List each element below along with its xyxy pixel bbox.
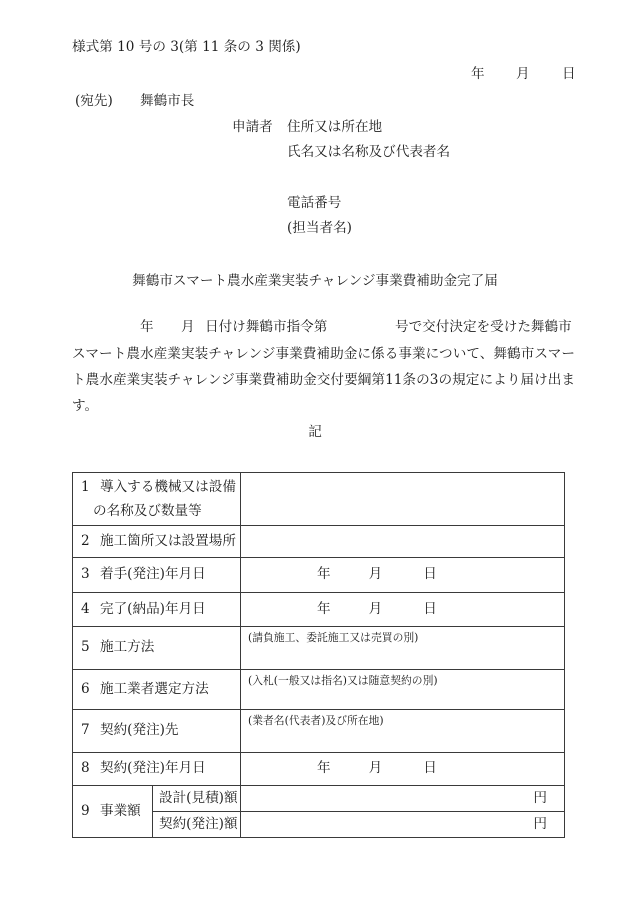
body-line-4: す。 (72, 398, 99, 414)
row-value-cell (241, 526, 565, 558)
table-row (73, 526, 565, 558)
row-number: 6 (81, 680, 90, 697)
row-number: 1 (81, 479, 90, 495)
row-label-cell (73, 526, 241, 558)
addressee-name: 舞鶴市長 (140, 93, 195, 109)
row-number: 5 (81, 639, 90, 656)
row-label: 導入する機械又は設備 (100, 479, 236, 495)
table-row (73, 753, 565, 786)
amount-design-estimate: 円 (241, 786, 565, 812)
submission-date-day: 日 (562, 66, 576, 82)
document-title: 舞鶴市スマート農水産業実装チャレンジ事業費補助金完了届 (132, 273, 498, 289)
body-month: 月 (181, 319, 195, 335)
row-value-cell (241, 670, 565, 710)
date-units (241, 762, 564, 776)
date-day: 日 (423, 566, 437, 583)
date-month: 月 (368, 760, 383, 777)
date-year: 年 (317, 566, 331, 583)
row-label: 施工方法 (100, 639, 155, 656)
row-number: 7 (81, 722, 90, 739)
row-label-cell (73, 710, 241, 753)
applicant-address: 住所又は所在地 (287, 119, 383, 135)
row-value-cell (241, 558, 565, 593)
body-line-2: スマート農水産業実装チャレンジ事業費補助金に係る事業について、舞鶴市スマー (72, 346, 575, 362)
body-date-phrase: 日付け舞鶴市指令第 (205, 319, 328, 335)
ki-heading: 記 (308, 424, 322, 440)
row-number: 8 (81, 760, 90, 777)
sub-label-design-estimate: 設計(見積)額 (153, 786, 241, 812)
row-label: 事業額 (100, 802, 141, 819)
row-label: 契約(発注)年月日 (100, 760, 206, 777)
table-row (73, 473, 565, 526)
date-year: 年 (317, 760, 331, 777)
amount-contract: 円 (241, 812, 565, 838)
body-decision-phrase: 号で交付決定を受けた舞鶴市 (395, 319, 572, 335)
applicant-phone: 電話番号 (287, 195, 342, 211)
body-year: 年 (140, 319, 154, 335)
date-month: 月 (368, 600, 383, 617)
row-label: 契約(発注)先 (100, 722, 179, 739)
date-month: 月 (368, 566, 383, 583)
row-label-cell (73, 670, 241, 710)
addressee-label: (宛先) (75, 93, 113, 109)
date-year: 年 (317, 600, 331, 617)
row-label: 施工業者選定方法 (100, 680, 209, 697)
row-value-cell (241, 710, 565, 753)
row-label-cell (73, 473, 241, 526)
date-day: 日 (423, 760, 437, 777)
applicant-label: 申請者 (232, 119, 273, 135)
form-number: 様式第 10 号の 3(第 11 条の 3 関係) (72, 39, 301, 55)
row-label-cell (73, 786, 153, 838)
row-note: (入札(一般又は指名)又は随意契約の別) (248, 674, 438, 687)
row-label-cell (73, 593, 241, 627)
sub-label-contract: 契約(発注)額 (153, 812, 241, 838)
row-label-cell (73, 627, 241, 670)
table-row (73, 786, 565, 812)
submission-date-year: 年 (471, 66, 485, 82)
table-row (73, 627, 565, 670)
row-value-cell (241, 753, 565, 786)
row-number: 9 (81, 802, 90, 819)
applicant-contact: (担当者名) (287, 220, 352, 236)
table-row (73, 593, 565, 627)
body-line-3: ト農水産業実装チャレンジ事業費補助金交付要綱第11条の3の規定により届け出ま (72, 372, 575, 388)
row-label: 施工箇所又は設置場所 (100, 532, 236, 549)
row-number: 4 (81, 600, 90, 617)
table-row (73, 670, 565, 710)
row-value-cell (241, 593, 565, 627)
date-day: 日 (423, 600, 437, 617)
date-units (241, 600, 564, 617)
row-label-cell (73, 753, 241, 786)
table-row (73, 710, 565, 753)
row-label: 着手(発注)年月日 (100, 566, 206, 583)
detail-table (72, 472, 565, 838)
row-value-cell (241, 473, 565, 526)
submission-date-month: 月 (516, 66, 530, 82)
row-value-cell (241, 627, 565, 670)
date-units (241, 568, 564, 582)
row-note: (請負施工、委託施工又は売買の別) (248, 631, 419, 644)
row-label: 完了(納品)年月日 (100, 600, 206, 617)
row-note: (業者名(代表者)及び所在地) (248, 714, 384, 727)
row-label-cell (73, 558, 241, 593)
row-label-continued: の名称及び数量等 (93, 503, 202, 519)
row-number: 3 (81, 566, 90, 583)
table-row (73, 558, 565, 593)
applicant-name: 氏名又は名称及び代表者名 (287, 144, 451, 160)
row-number: 2 (81, 532, 90, 549)
